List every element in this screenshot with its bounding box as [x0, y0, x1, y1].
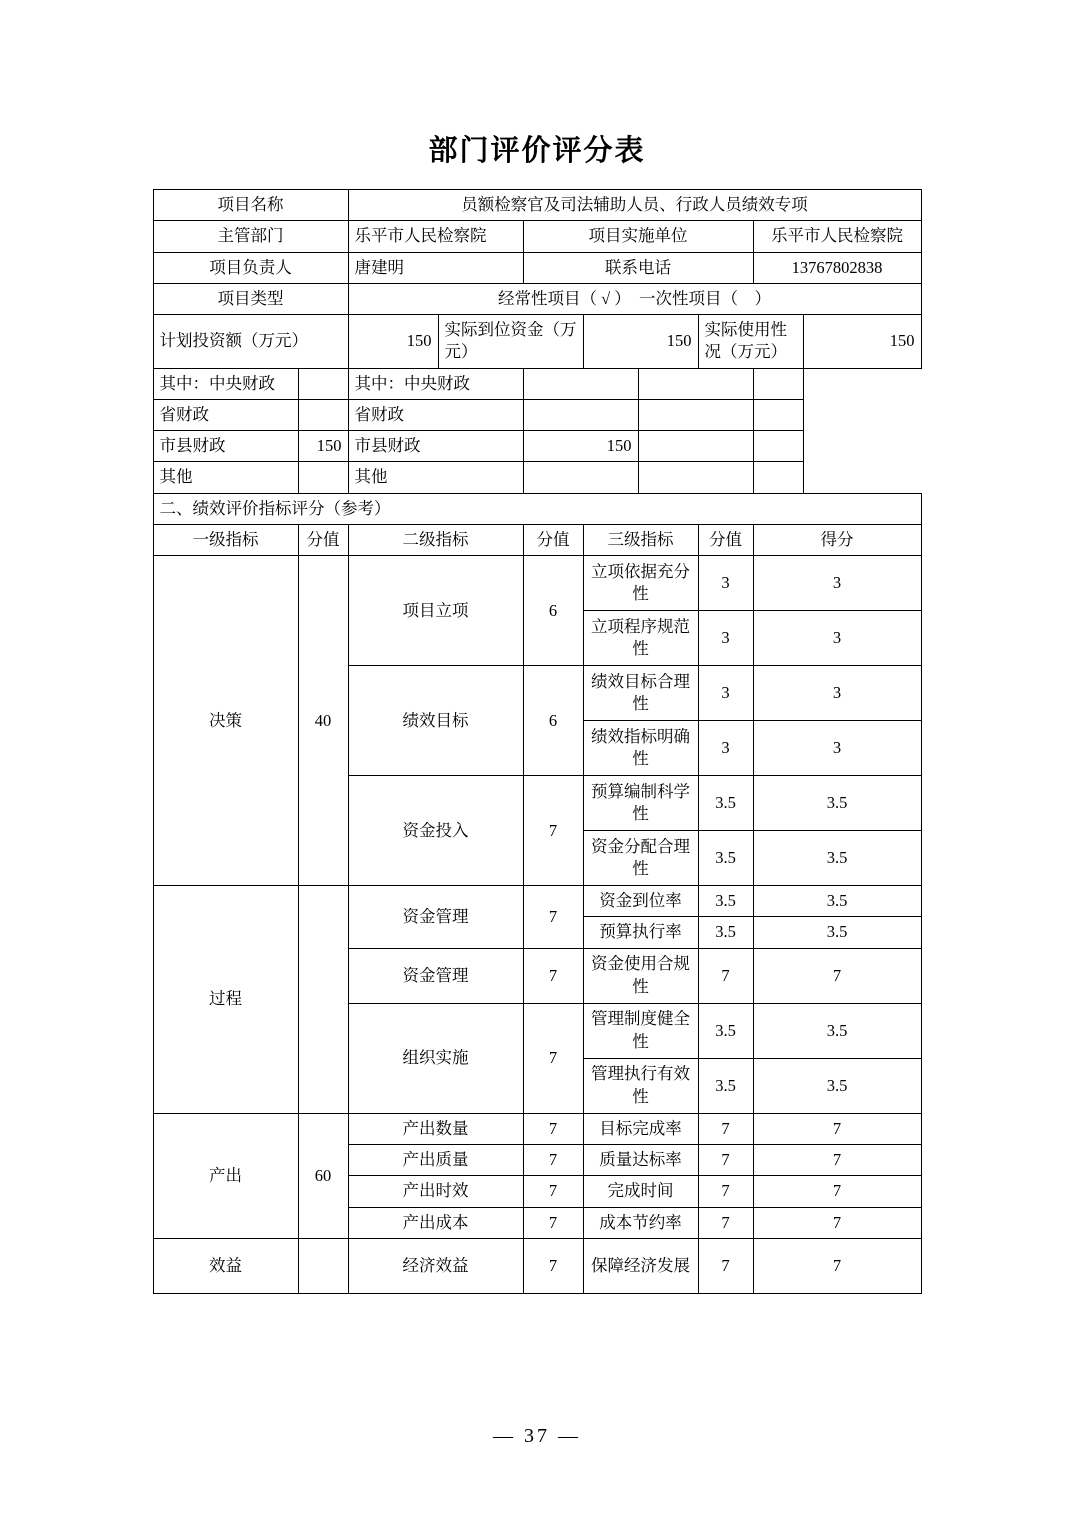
- lv3-score: 7: [698, 1176, 753, 1207]
- indicator-row: [153, 556, 921, 611]
- fund-label-right: 省财政: [348, 399, 523, 430]
- lv3-score: 3: [698, 556, 753, 611]
- lv3-indicator: 管理制度健全性: [583, 1003, 698, 1058]
- lv3-score: 3.5: [698, 1058, 753, 1113]
- header-score3: 分值: [698, 524, 753, 555]
- impl-unit-label: 项目实施单位: [523, 221, 753, 252]
- lv2-indicator: 产出成本: [348, 1207, 523, 1238]
- lv1-indicator: 产出: [153, 1113, 298, 1238]
- lv3-indicator: 管理执行有效性: [583, 1058, 698, 1113]
- fund-label-right: 其他: [348, 462, 523, 493]
- phone-value: 13767802838: [753, 252, 921, 283]
- lv3-got: 3: [753, 611, 921, 666]
- fund-value-right: [523, 462, 638, 493]
- header-score1: 分值: [298, 524, 348, 555]
- lv2-indicator: 产出时效: [348, 1176, 523, 1207]
- lv2-indicator: 产出数量: [348, 1113, 523, 1144]
- lv3-got: 7: [753, 1238, 921, 1293]
- lv3-got: 3: [753, 556, 921, 611]
- lv2-score: 6: [523, 666, 583, 776]
- fund-value-right: 150: [523, 431, 638, 462]
- header-lv2: 二级指标: [348, 524, 523, 555]
- dept-value: 乐平市人民检察院: [348, 221, 523, 252]
- fund-value-extra2: [753, 399, 803, 430]
- fund-label-left: 其他: [153, 462, 298, 493]
- fund-value-extra2: [753, 462, 803, 493]
- lv3-indicator: 完成时间: [583, 1176, 698, 1207]
- lv2-indicator: 资金管理: [348, 886, 523, 949]
- lv1-indicator: 效益: [153, 1238, 298, 1293]
- fund-label-left: 其中：中央财政: [153, 368, 298, 399]
- indicator-row: [153, 1113, 921, 1144]
- plan-label: 计划投资额（万元）: [153, 315, 348, 369]
- page-title: 部门评价评分表: [428, 135, 646, 167]
- lv3-indicator: 绩效指标明确性: [583, 721, 698, 776]
- lv2-score: 7: [523, 886, 583, 949]
- header-lv1: 一级指标: [153, 524, 298, 555]
- lv2-score: 7: [523, 1113, 583, 1144]
- lv2-indicator: 组织实施: [348, 1003, 523, 1113]
- lv1-indicator: 决策: [153, 556, 298, 886]
- lv2-score: 7: [523, 1144, 583, 1175]
- fund-label-left: 省财政: [153, 399, 298, 430]
- lv2-score: 6: [523, 556, 583, 666]
- lv3-got: 3.5: [753, 831, 921, 886]
- fund-value-right: [523, 399, 638, 430]
- lv3-score: 7: [698, 1113, 753, 1144]
- lv3-indicator: 质量达标率: [583, 1144, 698, 1175]
- lv3-score: 3.5: [698, 831, 753, 886]
- impl-unit-value: 乐平市人民检察院: [753, 221, 921, 252]
- actual-in-label: 实际到位资金（万元）: [438, 315, 583, 369]
- lv3-score: 3: [698, 611, 753, 666]
- fund-label-left: 市县财政: [153, 431, 298, 462]
- lv3-score: 3: [698, 666, 753, 721]
- lv3-got: 7: [753, 948, 921, 1003]
- lv2-score: 7: [523, 948, 583, 1003]
- lv3-score: 3.5: [698, 776, 753, 831]
- indicator-row: [153, 886, 921, 917]
- lv1-score: [298, 886, 348, 1114]
- fund-value-left: [298, 368, 348, 399]
- project-name-label: 项目名称: [153, 190, 348, 221]
- lv3-got: 7: [753, 1144, 921, 1175]
- fund-value-extra1: [638, 399, 753, 430]
- lv2-indicator: 资金管理: [348, 948, 523, 1003]
- lv3-got: 3.5: [753, 1003, 921, 1058]
- lv3-indicator: 保障经济发展: [583, 1238, 698, 1293]
- type-value: 经常性项目（ √ ） 一次性项目（ ）: [348, 283, 921, 314]
- fund-value-extra1: [638, 368, 753, 399]
- type-label: 项目类型: [153, 283, 348, 314]
- evaluation-table: [153, 189, 922, 1294]
- lv1-score: 60: [298, 1113, 348, 1238]
- lv2-score: 7: [523, 1003, 583, 1113]
- section-heading: 二、绩效评价指标评分（参考）: [153, 493, 921, 524]
- lv2-score: 7: [523, 1176, 583, 1207]
- lv2-score: 7: [523, 1238, 583, 1293]
- lv2-indicator: 绩效目标: [348, 666, 523, 776]
- lv3-indicator: 立项依据充分性: [583, 556, 698, 611]
- fund-label-right: 其中：中央财政: [348, 368, 523, 399]
- table-row: [153, 431, 921, 462]
- dept-label: 主管部门: [153, 221, 348, 252]
- lv2-indicator: 项目立项: [348, 556, 523, 666]
- page-number: — 37 —: [493, 1425, 581, 1447]
- project-name-value: 员额检察官及司法辅助人员、行政人员绩效专项: [348, 190, 921, 221]
- fund-value-left: [298, 399, 348, 430]
- table-row: [153, 252, 921, 283]
- lv2-score: 7: [523, 776, 583, 886]
- table-row: [153, 190, 921, 221]
- fund-value-left: [298, 462, 348, 493]
- fund-value-extra1: [638, 462, 753, 493]
- lv3-score: 7: [698, 1207, 753, 1238]
- fund-value-extra1: [638, 431, 753, 462]
- table-row: [153, 493, 921, 524]
- lv3-score: 3.5: [698, 1003, 753, 1058]
- indicator-row: [153, 1238, 921, 1293]
- table-row: [153, 368, 921, 399]
- lv3-got: 7: [753, 1176, 921, 1207]
- actual-in-value: 150: [583, 315, 698, 369]
- lv3-got: 3: [753, 666, 921, 721]
- header-got: 得分: [753, 524, 921, 555]
- lv3-indicator: 资金使用合规性: [583, 948, 698, 1003]
- lv3-got: 7: [753, 1207, 921, 1238]
- phone-label: 联系电话: [523, 252, 753, 283]
- fund-value-right: [523, 368, 638, 399]
- lv3-got: 3.5: [753, 917, 921, 948]
- table-row: [153, 462, 921, 493]
- lv3-got: 3.5: [753, 886, 921, 917]
- lv3-indicator: 资金到位率: [583, 886, 698, 917]
- lv3-got: 3: [753, 721, 921, 776]
- lv2-indicator: 资金投入: [348, 776, 523, 886]
- table-row: [153, 221, 921, 252]
- lv3-got: 3.5: [753, 776, 921, 831]
- lv3-indicator: 立项程序规范性: [583, 611, 698, 666]
- leader-label: 项目负责人: [153, 252, 348, 283]
- lv3-indicator: 绩效目标合理性: [583, 666, 698, 721]
- plan-value: 150: [348, 315, 438, 369]
- lv3-score: 3.5: [698, 917, 753, 948]
- table-row: [153, 283, 921, 314]
- lv3-indicator: 成本节约率: [583, 1207, 698, 1238]
- leader-value: 唐建明: [348, 252, 523, 283]
- table-row: [153, 315, 921, 369]
- lv2-indicator: 经济效益: [348, 1238, 523, 1293]
- header-score2: 分值: [523, 524, 583, 555]
- lv3-got: 3.5: [753, 1058, 921, 1113]
- lv3-indicator: 目标完成率: [583, 1113, 698, 1144]
- lv1-score: [298, 1238, 348, 1293]
- lv3-score: 3: [698, 721, 753, 776]
- table-header-row: [153, 524, 921, 555]
- table-row: [153, 399, 921, 430]
- lv3-got: 7: [753, 1113, 921, 1144]
- lv3-score: 7: [698, 948, 753, 1003]
- actual-use-value: 150: [803, 315, 921, 369]
- fund-value-extra2: [753, 431, 803, 462]
- lv3-score: 7: [698, 1144, 753, 1175]
- lv3-score: 7: [698, 1238, 753, 1293]
- fund-value-left: 150: [298, 431, 348, 462]
- lv2-indicator: 产出质量: [348, 1144, 523, 1175]
- lv2-score: 7: [523, 1207, 583, 1238]
- lv1-score: 40: [298, 556, 348, 886]
- lv3-indicator: 预算编制科学性: [583, 776, 698, 831]
- lv3-indicator: 资金分配合理性: [583, 831, 698, 886]
- lv1-indicator: 过程: [153, 886, 298, 1114]
- fund-value-extra2: [753, 368, 803, 399]
- header-lv3: 三级指标: [583, 524, 698, 555]
- lv3-score: 3.5: [698, 886, 753, 917]
- actual-use-label: 实际使用性况（万元）: [698, 315, 803, 369]
- fund-label-right: 市县财政: [348, 431, 523, 462]
- lv3-indicator: 预算执行率: [583, 917, 698, 948]
